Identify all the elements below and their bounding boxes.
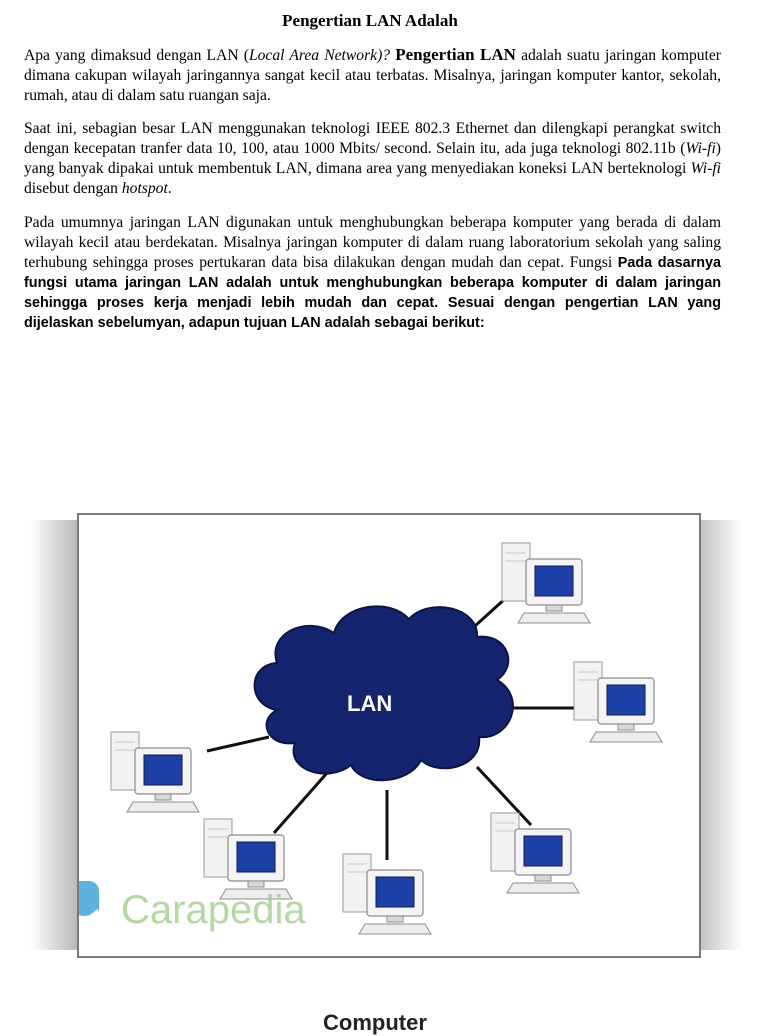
p3-bold-function: Pada dasarnya fungsi utama jaringan LAN adalah untuk menghubungkan beberapa komputer di dalam jaringan sehingga proses kerja menjadi lebih mudah dan cepat. Sesuai dengan pengertian LAN yang dijelaskan sebelumyan, adapun tujuan LAN adalah sebagai berikut: — [24, 255, 722, 331]
p2-text-c: ) yang banyak dipakai untuk membentuk LAN, dimana area yang menyediakan koneksi LAN berteknologi — [24, 140, 721, 177]
lan-diagram — [79, 515, 699, 956]
p1-text-b: Local Area Network)? — [248, 47, 391, 64]
p1-text-a: Apa yang dimaksud dengan LAN ( — [24, 47, 249, 64]
p2-text-e: disebut dengan — [24, 180, 122, 197]
lan-diagram-frame — [77, 513, 701, 958]
p2-text-g: . — [167, 180, 172, 197]
p1-text-e: adalah suatu jaringan komputer dimana cakupan wilayah jaringannya sangat kecil atau terbatas. Misalnya, jaringan komputer kantor, sekolah, rumah, atau di dalam satu ruangan saja. — [24, 47, 721, 104]
computer-icon — [502, 543, 590, 623]
p3-text-a: Pada umumnya jaringan LAN digunakan untuk menghubungkan beberapa komputer yang berada di dalam wilayah kecil atau berdekatan. Misalnya jaringan komputer di dalam ruang laboratorium sekolah yang saling terhubung sehingga proses pertukaran data bisa dilakukan dengan mudah dan cepat. Fungsi — [24, 214, 721, 271]
computer-icon — [574, 662, 662, 742]
p2-wifi-2: Wi-fi — [690, 160, 721, 177]
carapedia-logo — [79, 881, 306, 932]
cloud-label: LAN — [347, 691, 393, 716]
computer-icon — [491, 813, 579, 893]
footer-caption: Computer — [323, 1010, 427, 1035]
page-title: Pengertian LAN Adalah — [282, 11, 458, 30]
paragraph-technology — [24, 119, 721, 199]
p1-bold-term: Pengertian LAN — [395, 45, 516, 64]
computer-icon — [111, 732, 199, 812]
paragraph-function — [24, 213, 721, 333]
p2-hotspot: hotspot — [121, 180, 168, 197]
watermark-text: Carapedia — [121, 888, 306, 932]
lan-figure — [30, 500, 742, 970]
computer-icon — [343, 854, 431, 934]
figure-shadow-left — [30, 520, 80, 950]
paragraph-definition — [24, 45, 721, 106]
p2-wifi-1: Wi-fi — [685, 140, 716, 157]
computer-icon — [204, 819, 292, 899]
p2-text-a: Saat ini, sebagian besar LAN menggunakan teknologi IEEE 802.3 Ethernet dan dilengkapi perangkat switch dengan kecepatan tranfer data 10, 100, atau 1000 Mbits/ second. Selain itu, ada juga teknologi 802.11b ( — [24, 120, 721, 157]
